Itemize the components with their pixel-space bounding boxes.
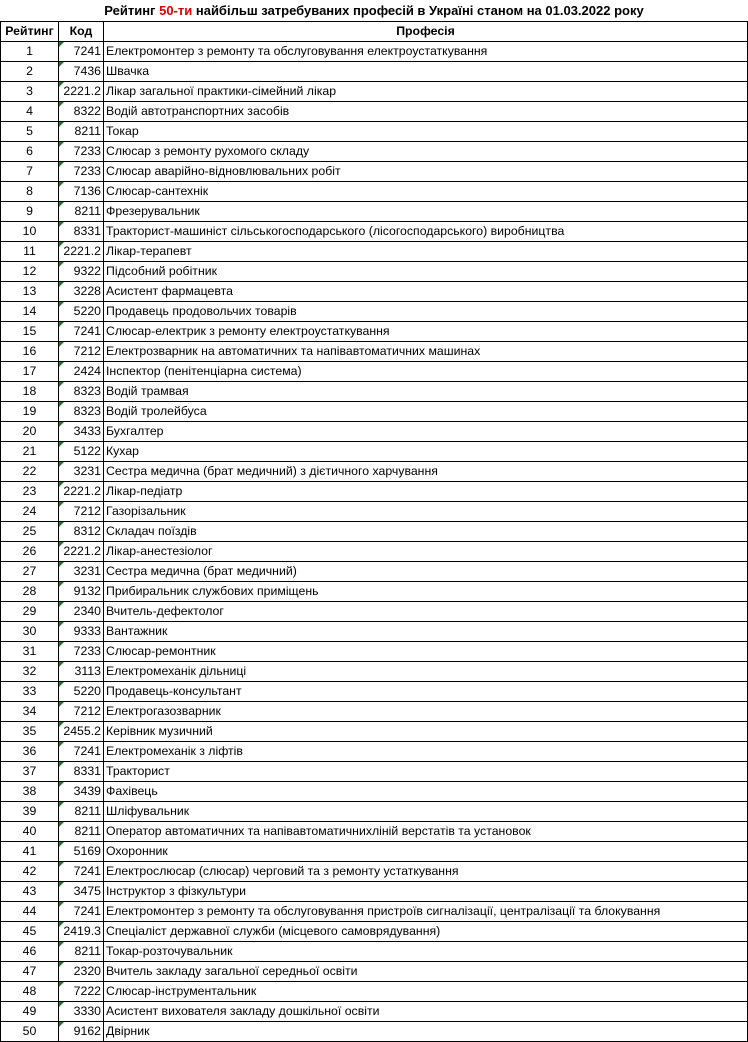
rank-cell[interactable]: 28	[1, 582, 59, 602]
profession-cell[interactable]: Лікар загальної практики-сімейний лікар	[104, 82, 748, 102]
profession-cell[interactable]: Продавець-консультант	[104, 682, 748, 702]
rank-cell[interactable]: 40	[1, 822, 59, 842]
profession-cell[interactable]: Слюсар-інструментальник	[104, 982, 748, 1002]
code-cell[interactable]: 3231	[59, 562, 104, 582]
profession-cell[interactable]: Продавець продовольчих товарів	[104, 302, 748, 322]
rank-cell[interactable]: 6	[1, 142, 59, 162]
table-row	[1, 242, 748, 262]
rank-cell[interactable]: 45	[1, 922, 59, 942]
profession-cell[interactable]: Слюсар-електрик з ремонту електроустаткування	[104, 322, 748, 342]
profession-cell[interactable]: Підсобний робітник	[104, 262, 748, 282]
code-cell[interactable]: 2221.2	[59, 82, 104, 102]
table-row	[1, 262, 748, 282]
code-cell[interactable]: 7212	[59, 702, 104, 722]
table-row	[1, 122, 748, 142]
table-row	[1, 962, 748, 982]
profession-cell[interactable]: Вчитель-дефектолог	[104, 602, 748, 622]
code-cell[interactable]: 7212	[59, 502, 104, 522]
profession-cell[interactable]: Водій автотранспортних засобів	[104, 102, 748, 122]
rank-cell[interactable]: 22	[1, 462, 59, 482]
rank-cell[interactable]: 9	[1, 202, 59, 222]
table-row	[1, 222, 748, 242]
profession-cell[interactable]: Водій трамвая	[104, 382, 748, 402]
rank-cell[interactable]: 3	[1, 82, 59, 102]
code-cell[interactable]: 8211	[59, 202, 104, 222]
code-cell[interactable]: 2424	[59, 362, 104, 382]
rank-cell[interactable]: 31	[1, 642, 59, 662]
table-row	[1, 642, 748, 662]
table-row	[1, 942, 748, 962]
profession-cell[interactable]: Водій тролейбуса	[104, 402, 748, 422]
rank-cell[interactable]: 50	[1, 1022, 59, 1042]
code-cell[interactable]: 7136	[59, 182, 104, 202]
code-cell[interactable]: 7233	[59, 162, 104, 182]
profession-cell[interactable]: Слюсар-ремонтник	[104, 642, 748, 662]
code-cell[interactable]: 2455.2	[59, 722, 104, 742]
table-row	[1, 862, 748, 882]
code-cell[interactable]: 8323	[59, 402, 104, 422]
code-cell[interactable]: 3113	[59, 662, 104, 682]
table-row	[1, 762, 748, 782]
code-cell[interactable]: 5169	[59, 842, 104, 862]
profession-cell[interactable]: Тракторист	[104, 762, 748, 782]
table-row	[1, 722, 748, 742]
table-row	[1, 142, 748, 162]
code-cell[interactable]: 9322	[59, 262, 104, 282]
code-cell[interactable]: 3228	[59, 282, 104, 302]
profession-cell[interactable]: Фахівець	[104, 782, 748, 802]
rank-cell[interactable]: 42	[1, 862, 59, 882]
title-highlight: 50-ти	[159, 3, 193, 18]
code-cell[interactable]: 2221.2	[59, 542, 104, 562]
rank-cell[interactable]: 14	[1, 302, 59, 322]
profession-cell[interactable]: Фрезерувальник	[104, 202, 748, 222]
rank-cell[interactable]: 5	[1, 122, 59, 142]
table-row	[1, 102, 748, 122]
column-header-rank[interactable]: Рейтинг	[1, 22, 59, 42]
profession-cell[interactable]: Керівник музичний	[104, 722, 748, 742]
profession-cell[interactable]: Тракторист-машиніст сільськогосподарського (лісогосподарського) виробництва	[104, 222, 748, 242]
profession-cell[interactable]: Лікар-анестезіолог	[104, 542, 748, 562]
profession-cell[interactable]: Прибиральник службових приміщень	[104, 582, 748, 602]
rank-cell[interactable]: 33	[1, 682, 59, 702]
profession-cell[interactable]: Електрослюсар (слюсар) черговий та з ремонту устаткування	[104, 862, 748, 882]
code-cell[interactable]: 5220	[59, 682, 104, 702]
table-row	[1, 1022, 748, 1042]
profession-cell[interactable]: Слюсар з ремонту рухомого складу	[104, 142, 748, 162]
rank-cell[interactable]: 21	[1, 442, 59, 462]
profession-cell[interactable]: Вчитель закладу загальної середньої освіти	[104, 962, 748, 982]
profession-cell[interactable]: Електрогазозварник	[104, 702, 748, 722]
title-prefix: Рейтинг	[104, 3, 160, 18]
professions-table	[0, 21, 748, 1042]
profession-cell[interactable]: Електромеханік дільниці	[104, 662, 748, 682]
profession-cell[interactable]: Складач поїздів	[104, 522, 748, 542]
profession-cell[interactable]: Інструктор з фізкультури	[104, 882, 748, 902]
table-row	[1, 402, 748, 422]
table-row	[1, 662, 748, 682]
rank-cell[interactable]: 19	[1, 402, 59, 422]
profession-cell[interactable]: Електромонтер з ремонту та обслуговування пристроїв сигналізації, централізації та блокування	[104, 902, 748, 922]
table-row	[1, 302, 748, 322]
table-row	[1, 282, 748, 302]
code-cell[interactable]: 3439	[59, 782, 104, 802]
rank-cell[interactable]: 10	[1, 222, 59, 242]
table-row	[1, 442, 748, 462]
profession-cell[interactable]: Слюсар аварійно-відновлювальних робіт	[104, 162, 748, 182]
code-cell[interactable]: 7222	[59, 982, 104, 1002]
rank-cell[interactable]: 47	[1, 962, 59, 982]
table-row	[1, 842, 748, 862]
table-row	[1, 882, 748, 902]
profession-cell[interactable]: Електрозварник на автоматичних та напівавтоматичних машинах	[104, 342, 748, 362]
rank-cell[interactable]: 1	[1, 42, 59, 62]
header-row	[1, 22, 748, 42]
table-row	[1, 342, 748, 362]
rank-cell[interactable]: 37	[1, 762, 59, 782]
code-cell[interactable]: 3433	[59, 422, 104, 442]
rank-cell[interactable]: 26	[1, 542, 59, 562]
rank-cell[interactable]: 12	[1, 262, 59, 282]
rank-cell[interactable]: 39	[1, 802, 59, 822]
table-row	[1, 362, 748, 382]
column-header-profession[interactable]: Професія	[104, 22, 748, 42]
rank-cell[interactable]: 11	[1, 242, 59, 262]
rank-cell[interactable]: 46	[1, 942, 59, 962]
rank-cell[interactable]: 41	[1, 842, 59, 862]
code-cell[interactable]: 5220	[59, 302, 104, 322]
profession-cell[interactable]: Лікар-терапевт	[104, 242, 748, 262]
profession-cell[interactable]: Асистент вихователя закладу дошкільної освіти	[104, 1002, 748, 1022]
rank-cell[interactable]: 8	[1, 182, 59, 202]
table-row	[1, 562, 748, 582]
table-row	[1, 922, 748, 942]
code-cell[interactable]: 7233	[59, 642, 104, 662]
table-row	[1, 902, 748, 922]
table-row	[1, 162, 748, 182]
rank-cell[interactable]: 7	[1, 162, 59, 182]
profession-cell[interactable]: Електромонтер з ремонту та обслуговування електроустаткування	[104, 42, 748, 62]
profession-cell[interactable]: Оператор автоматичних та напівавтоматичнихліній верстатів та установок	[104, 822, 748, 842]
rank-cell[interactable]: 36	[1, 742, 59, 762]
code-cell[interactable]: 8211	[59, 822, 104, 842]
code-cell[interactable]: 9132	[59, 582, 104, 602]
rank-cell[interactable]: 17	[1, 362, 59, 382]
rank-cell[interactable]: 44	[1, 902, 59, 922]
table-row	[1, 462, 748, 482]
code-cell[interactable]: 8211	[59, 942, 104, 962]
code-cell[interactable]: 7241	[59, 322, 104, 342]
profession-cell[interactable]: Електромеханік з ліфтів	[104, 742, 748, 762]
table-row	[1, 782, 748, 802]
table-row	[1, 202, 748, 222]
code-cell[interactable]: 3231	[59, 462, 104, 482]
code-cell[interactable]: 8322	[59, 102, 104, 122]
profession-cell[interactable]: Токар	[104, 122, 748, 142]
profession-cell[interactable]: Охоронник	[104, 842, 748, 862]
profession-cell[interactable]: Шліфувальник	[104, 802, 748, 822]
profession-cell[interactable]: Вантажник	[104, 622, 748, 642]
column-header-code[interactable]: Код	[59, 22, 104, 42]
table-row	[1, 542, 748, 562]
rank-cell[interactable]: 29	[1, 602, 59, 622]
code-cell[interactable]: 8331	[59, 222, 104, 242]
rank-cell[interactable]: 24	[1, 502, 59, 522]
table-row	[1, 482, 748, 502]
code-cell[interactable]: 3330	[59, 1002, 104, 1022]
table-row	[1, 602, 748, 622]
profession-cell[interactable]: Швачка	[104, 62, 748, 82]
rank-cell[interactable]: 25	[1, 522, 59, 542]
profession-cell[interactable]: Інспектор (пенітенціарна система)	[104, 362, 748, 382]
profession-cell[interactable]: Двірник	[104, 1022, 748, 1042]
table-row	[1, 802, 748, 822]
profession-cell[interactable]: Слюсар-сантехнік	[104, 182, 748, 202]
table-row	[1, 42, 748, 62]
code-cell[interactable]: 7241	[59, 42, 104, 62]
rank-cell[interactable]: 15	[1, 322, 59, 342]
code-cell[interactable]: 2320	[59, 962, 104, 982]
rank-cell[interactable]: 30	[1, 622, 59, 642]
table-row	[1, 982, 748, 1002]
code-cell[interactable]: 2221.2	[59, 242, 104, 262]
profession-cell[interactable]: Спеціаліст державної служби (місцевого самоврядування)	[104, 922, 748, 942]
code-cell[interactable]: 5122	[59, 442, 104, 462]
code-cell[interactable]: 8323	[59, 382, 104, 402]
code-cell[interactable]: 2221.2	[59, 482, 104, 502]
rank-cell[interactable]: 27	[1, 562, 59, 582]
rank-cell[interactable]: 4	[1, 102, 59, 122]
rank-cell[interactable]: 38	[1, 782, 59, 802]
code-cell[interactable]: 7233	[59, 142, 104, 162]
rank-cell[interactable]: 48	[1, 982, 59, 1002]
table-row	[1, 62, 748, 82]
table-row	[1, 822, 748, 842]
code-cell[interactable]: 7241	[59, 902, 104, 922]
rank-cell[interactable]: 16	[1, 342, 59, 362]
code-cell[interactable]: 7241	[59, 742, 104, 762]
code-cell[interactable]: 8312	[59, 522, 104, 542]
rank-cell[interactable]: 2	[1, 62, 59, 82]
code-cell[interactable]: 9333	[59, 622, 104, 642]
table-row	[1, 182, 748, 202]
table-row	[1, 82, 748, 102]
rank-cell[interactable]: 13	[1, 282, 59, 302]
code-cell[interactable]: 9162	[59, 1022, 104, 1042]
profession-cell[interactable]: Кухар	[104, 442, 748, 462]
table-row	[1, 322, 748, 342]
rank-cell[interactable]: 32	[1, 662, 59, 682]
table-row	[1, 502, 748, 522]
rank-cell[interactable]: 43	[1, 882, 59, 902]
profession-cell[interactable]: Бухгалтер	[104, 422, 748, 442]
rank-cell[interactable]: 23	[1, 482, 59, 502]
table-row	[1, 702, 748, 722]
table-row	[1, 382, 748, 402]
code-cell[interactable]: 8211	[59, 802, 104, 822]
profession-cell[interactable]: Асистент фармацевта	[104, 282, 748, 302]
profession-cell[interactable]: Сестра медична (брат медичний) з дієтичного харчування	[104, 462, 748, 482]
profession-cell[interactable]: Токар-розточувальник	[104, 942, 748, 962]
title-suffix: найбільш затребуваних професій в Україні станом на 01.03.2022 року	[192, 3, 644, 18]
rank-cell[interactable]: 20	[1, 422, 59, 442]
code-cell[interactable]: 2340	[59, 602, 104, 622]
rank-cell[interactable]: 18	[1, 382, 59, 402]
code-cell[interactable]: 8331	[59, 762, 104, 782]
table-row	[1, 682, 748, 702]
table-row	[1, 522, 748, 542]
profession-cell[interactable]: Газорізальник	[104, 502, 748, 522]
profession-cell[interactable]: Сестра медична (брат медичний)	[104, 562, 748, 582]
profession-cell[interactable]: Лікар-педіатр	[104, 482, 748, 502]
code-cell[interactable]: 3475	[59, 882, 104, 902]
code-cell[interactable]: 7241	[59, 862, 104, 882]
page-title	[0, 0, 748, 21]
table-row	[1, 1002, 748, 1022]
code-cell[interactable]: 8211	[59, 122, 104, 142]
code-cell[interactable]: 7436	[59, 62, 104, 82]
code-cell[interactable]: 2419.3	[59, 922, 104, 942]
rank-cell[interactable]: 35	[1, 722, 59, 742]
table-row	[1, 622, 748, 642]
code-cell[interactable]: 7212	[59, 342, 104, 362]
rank-cell[interactable]: 34	[1, 702, 59, 722]
table-row	[1, 422, 748, 442]
table-row	[1, 742, 748, 762]
rank-cell[interactable]: 49	[1, 1002, 59, 1022]
table-row	[1, 582, 748, 602]
